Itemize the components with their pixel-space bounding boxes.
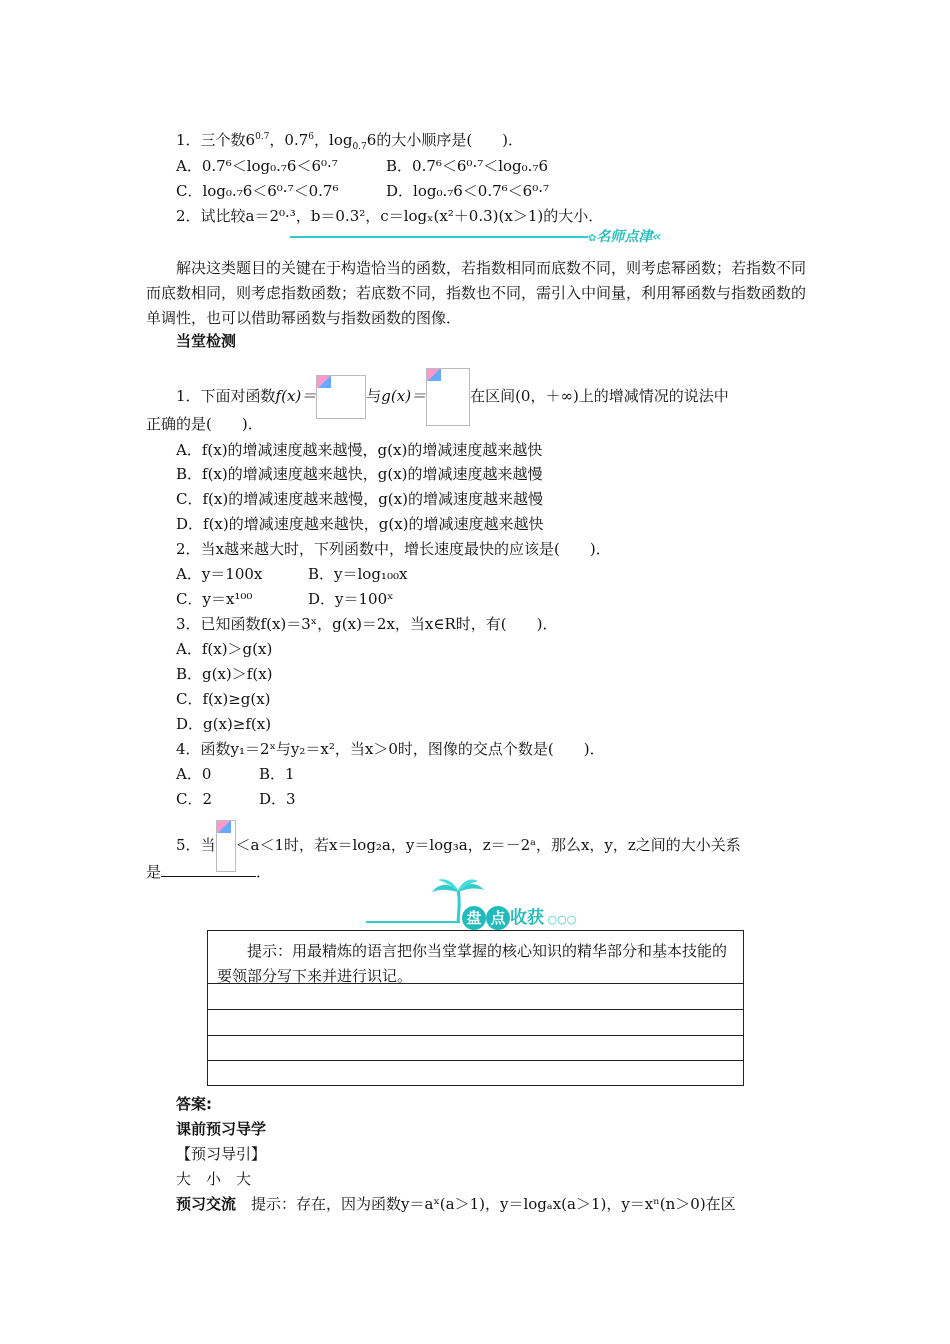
broken-image-icon (217, 821, 231, 833)
formula-image-g (426, 368, 470, 426)
answers-heading: 答案: (176, 1095, 212, 1113)
option-a: A．f(x)的增减速度越来越慢，g(x)的增减速度越来越快 (176, 441, 543, 459)
harvest-char-2: 点 (486, 906, 510, 930)
option-c: C．f(x)的增减速度越来越慢，g(x)的增减速度越来越慢 (176, 490, 543, 508)
check-question-2: 2．当x越来越大时，下列函数中，增长速度最快的应该是( )． (176, 540, 611, 558)
check-question-3: 3．已知函数f(x)＝3ˣ，g(x)＝2x，当x∈R时，有( )． (176, 615, 558, 633)
check-question-5: 5．当 ＜a＜1时，若x＝log₂a，y＝log₃a，z＝－2ᵃ，那么x，y，z之间的大小关系 (176, 820, 741, 872)
formula-image-f (316, 375, 366, 419)
option-d: D．3 (259, 790, 296, 808)
check-question-1-cont: 正确的是( )． (146, 415, 263, 433)
broken-image-icon (317, 376, 331, 388)
note-line[interactable] (208, 1060, 743, 1061)
note-line[interactable] (208, 1035, 743, 1036)
check-question-4: 4．函数y₁＝2ˣ与y₂＝x²，当x＞0时，图像的交点个数是( )． (176, 740, 605, 758)
answers-subheading: 课前预习导学 (176, 1120, 267, 1138)
option-b: B．y＝log₁₀₀x (308, 565, 408, 583)
option-b: B．1 (259, 765, 295, 783)
question-1-compare: 1．三个数$6^{0.7}$，$0.7^6$，$\log_{0.7}6$的大小顺序是( )． (176, 131, 524, 152)
tip-banner: ✿名师点津« (588, 229, 662, 245)
check-question-5-cont: 是 ． (146, 863, 272, 881)
question-2-compare: 2．试比较a＝2⁰·³，b＝0.3²，c＝logₓ(x²＋0.3)(x＞1)的大小． (176, 207, 604, 225)
option-d: D．f(x)的增减速度越来越快，g(x)的增减速度越来越快 (176, 515, 544, 533)
option-a: A．0.7⁶＜log₀.₇6＜6⁰·⁷ (176, 157, 338, 175)
option-d: D．log₀.₇6＜0.7⁶＜6⁰·⁷ (386, 182, 550, 200)
option-c: C．2 (176, 790, 213, 808)
option-a: A．y＝100x (176, 565, 263, 583)
banner-line (290, 236, 588, 238)
answers-fill: 大 小 大 (176, 1170, 252, 1188)
harvest-banner: 盘 点 收获 ○○○ (462, 903, 576, 930)
option-c: C．f(x)≥g(x) (176, 690, 271, 708)
harvest-title: 收获 (510, 908, 544, 928)
answers-exchange: 预习交流 提示：存在，因为函数y＝aˣ(a＞1)，y＝logₐx(a＞1)，y＝xⁿ(n＞0)在区 (176, 1195, 736, 1213)
option-b: B．0.7⁶＜6⁰·⁷＜log₀.₇6 (386, 157, 548, 175)
note-line[interactable] (208, 983, 743, 984)
tip-paragraph: 解决这类题目的关键在于构造恰当的函数，若指数相同而底数不同，则考虑幂函数；若指数不同而底数相同，则考虑指数函数；若底数不同，指数也不同，需引入中间量，利用幂函数与指数函数的单调性，也可以借助幂函数与指数函数的图像． (146, 259, 807, 327)
option-c: C．log₀.₇6＜6⁰·⁷＜0.7⁶ (176, 182, 339, 200)
broken-image-icon (427, 369, 441, 381)
option-a: A．f(x)＞g(x) (176, 640, 273, 658)
option-c: C．y＝x¹⁰⁰ (176, 590, 253, 608)
harvest-notes-box (207, 930, 744, 1086)
harvest-hint: 提示：用最精炼的语言把你当堂掌握的核心知识的精华部分和基本技能的要领部分写下来并进行识记。 (217, 942, 728, 985)
option-b: B．f(x)的增减速度越来越快，g(x)的增减速度越来越慢 (176, 465, 543, 483)
answers-section: 【预习导引】 (176, 1145, 267, 1163)
option-a: A．0 (176, 765, 212, 783)
option-d: D．g(x)≥f(x) (176, 715, 272, 733)
harvest-char-1: 盘 (462, 906, 486, 930)
answer-blank[interactable] (161, 862, 256, 877)
option-d: D．y＝100ˣ (308, 590, 394, 608)
section-heading: 当堂检测 (176, 332, 237, 350)
check-question-1: 1．下面对函数f(x)＝ 与g(x)＝ 在区间(0，＋∞)上的增减情况的说法中 (176, 368, 729, 426)
note-line[interactable] (208, 1009, 743, 1010)
option-b: B．g(x)＞f(x) (176, 665, 273, 683)
